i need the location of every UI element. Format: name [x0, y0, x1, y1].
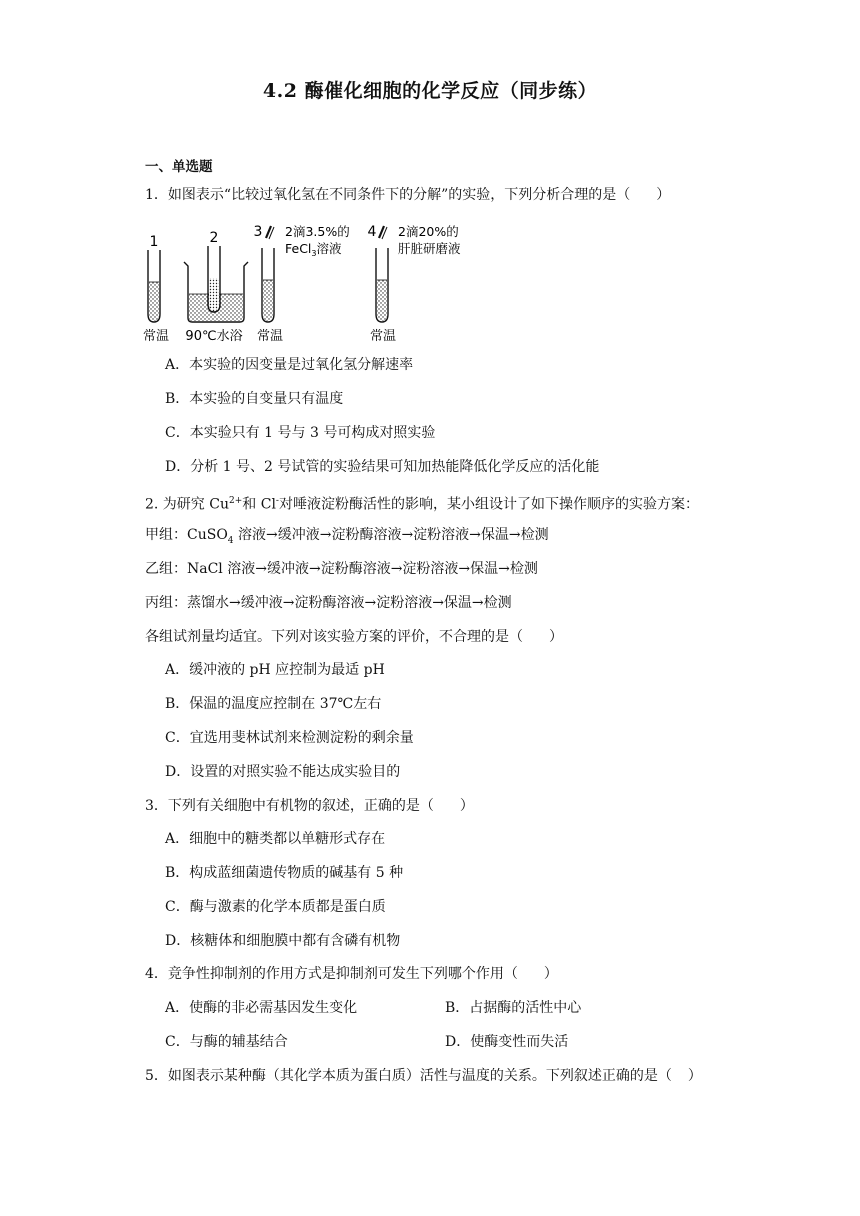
tube-number: 3: [253, 224, 263, 240]
q4-option-b[interactable]: B．占据酶的活性中心: [445, 1000, 582, 1016]
tube-1-liquid: [149, 282, 159, 321]
q1-option-c[interactable]: C．本实验只有 1 号与 3 号可构成对照实验: [165, 425, 436, 441]
liver-label-line2: 肝脏研磨液: [398, 241, 461, 256]
q2-group-jia: 甲组：CuSO$_4$ 溶液→缓冲液→淀粉酶溶液→淀粉溶液→保温→检测: [145, 527, 549, 546]
q4-stem: 4．竞争性抑制剂的作用方式是抑制剂可发生下列哪个作用（ ）: [145, 966, 558, 982]
q5-stem: 5．如图表示某种酶（其化学本质为蛋白质）活性与温度的关系。下列叙述正确的是（ ）: [145, 1068, 702, 1084]
q2-stem-question: 各组试剂量均适宜。下列对该实验方案的评价，不合理的是（ ）: [145, 629, 563, 645]
q2-option-a[interactable]: A．缓冲液的 pH 应控制为最适 pH: [165, 662, 385, 678]
tube-number: 2: [209, 230, 219, 246]
section-heading: 一、单选题: [145, 159, 213, 175]
q3-option-b[interactable]: B．构成蓝细菌遗传物质的碱基有 5 种: [165, 865, 404, 881]
page-title: 4.2 酶催化细胞的化学反应（同步练）: [262, 80, 598, 102]
q4-option-d[interactable]: D．使酶变性而失活: [445, 1034, 569, 1050]
fecl3-label-line1: 2滴3.5%的: [285, 224, 350, 239]
q2-group-yi: 乙组：NaCl 溶液→缓冲液→淀粉酶溶液→淀粉溶液→保温→检测: [145, 561, 538, 577]
q3-option-c[interactable]: C．酶与激素的化学本质都是蛋白质: [165, 899, 386, 915]
q1-experiment-figure: [140, 222, 500, 352]
q4-option-c[interactable]: C．与酶的辅基结合: [165, 1034, 288, 1050]
q2-option-c[interactable]: C．宜选用斐林试剂来检测淀粉的剩余量: [165, 730, 414, 746]
q1-option-a[interactable]: A．本实验的因变量是过氧化氢分解速率: [165, 357, 414, 373]
q3-option-d[interactable]: D．核糖体和细胞膜中都有含磷有机物: [165, 933, 401, 949]
tube-label: 常温: [369, 329, 397, 344]
tube-label: 90℃水浴: [185, 329, 243, 344]
q2-group-bing: 丙组：蒸馏水→缓冲液→淀粉酶溶液→淀粉溶液→保温→检测: [145, 595, 512, 611]
q3-option-a[interactable]: A．细胞中的糖类都以单糖形式存在: [165, 831, 386, 847]
q2-option-d[interactable]: D．设置的对照实验不能达成实验目的: [165, 764, 401, 780]
fecl3-label-line2: FeCl$_3$溶液: [285, 241, 342, 258]
q1-stem: 1．如图表示“比较过氧化氢在不同条件下的分解”的实验，下列分析合理的是（ ）: [145, 187, 671, 203]
liver-label-line1: 2滴20%的: [398, 224, 459, 239]
q4-option-a[interactable]: A．使酶的非必需基因发生变化: [165, 1000, 358, 1016]
tube-label: 常温: [142, 329, 170, 344]
tube-number: 4: [367, 224, 377, 240]
q1-option-d[interactable]: D．分析 1 号、2 号试管的实验结果可知加热能降低化学反应的活化能: [165, 459, 600, 475]
tube-label: 常温: [256, 329, 284, 344]
q2-stem: 2. 为研究 $Cu^{2+}$和 Cl-对唾液淀粉酶活性的影响，某小组设计了如下操作顺序的实验方案：: [145, 496, 699, 513]
q3-stem: 3．下列有关细胞中有机物的叙述，正确的是（ ）: [145, 798, 474, 814]
q2-option-b[interactable]: B．保温的温度应控制在 37℃左右: [165, 696, 382, 712]
tube-number: 1: [149, 234, 159, 250]
q1-option-b[interactable]: B．本实验的自变量只有温度: [165, 391, 344, 407]
